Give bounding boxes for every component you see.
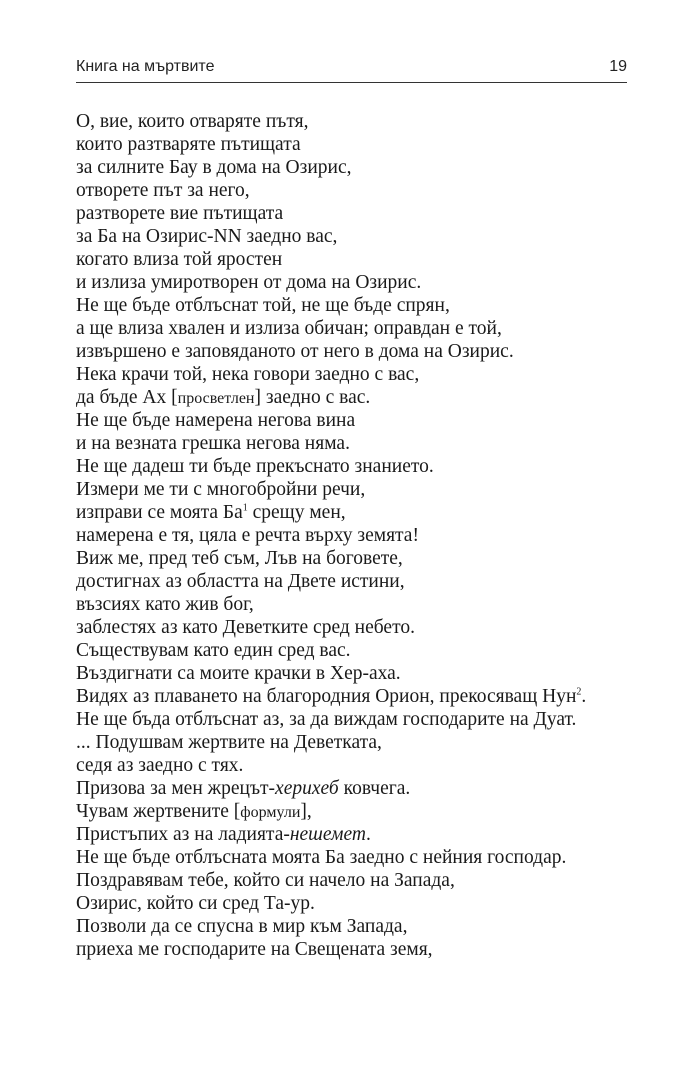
- verse-text-segment: изправи се моята Ба: [76, 502, 243, 523]
- footnote-marker: 1: [242, 502, 248, 514]
- verse-text-segment: да бъде Ах [: [76, 387, 178, 408]
- verse-line: за Ба на Озирис-NN заедно вас,: [76, 226, 338, 247]
- verse-line: Не ще дадеш ти бъде прекъснато знанието.: [76, 456, 434, 477]
- italic-term: херихеб: [275, 778, 339, 799]
- verse-line: достигнах аз областта на Двете истини,: [76, 571, 405, 592]
- verse-text-segment: ] заедно с вас.: [254, 387, 371, 408]
- header-rule: [76, 82, 627, 83]
- verse-text-segment: ],: [300, 801, 312, 822]
- verse-line: [76, 800, 656, 823]
- verse-text: [76, 110, 656, 961]
- verse-text-segment: Пристъпих аз на ладията-: [76, 824, 290, 845]
- verse-line: седя аз заедно с тях.: [76, 755, 244, 776]
- verse-line: [76, 501, 656, 524]
- verse-line: Не ще бъда отблъснат аз, за да виждам господарите на Дуат.: [76, 709, 577, 730]
- editorial-insertion: просветлен: [177, 390, 255, 407]
- verse-line: ... Подушвам жертвите на Деветката,: [76, 732, 382, 753]
- verse-line: [76, 823, 656, 846]
- verse-line: намерена е тя, цяла е речта върху земята!: [76, 525, 419, 546]
- page-number: 19: [609, 58, 627, 75]
- running-title: Книга на мъртвите: [76, 58, 215, 75]
- verse-line: Съществувам като един сред вас.: [76, 640, 351, 661]
- verse-line: заблестях аз като Деветките сред небето.: [76, 617, 415, 638]
- verse-text-segment: Чувам жертвените [: [76, 801, 241, 822]
- verse-line: Не ще бъде отблъсната моята Ба заедно с нейния господар.: [76, 847, 567, 868]
- verse-line: а ще влиза хвален и излиза обичан; оправдан е той,: [76, 318, 502, 339]
- verse-line: и на везната грешка негова няма.: [76, 433, 350, 454]
- verse-line: Измери ме ти с многобройни речи,: [76, 479, 366, 500]
- verse-line: [76, 386, 656, 409]
- footnote-marker: 2: [576, 686, 582, 698]
- verse-line: [76, 685, 656, 708]
- verse-line: за силните Бау в дома на Озирис,: [76, 157, 352, 178]
- verse-text-segment: Призова за мен жрецът-: [76, 778, 276, 799]
- verse-line: Поздравявам тебе, който си начело на Запада,: [76, 870, 455, 891]
- verse-text-segment: ковчега.: [338, 778, 411, 799]
- verse-line: които разтваряте пътищата: [76, 134, 301, 155]
- italic-term: нешемет: [289, 824, 366, 845]
- verse-line: Нека крачи той, нека говори заедно с вас,: [76, 364, 420, 385]
- verse-line: Позволи да се спусна в мир към Запада,: [76, 916, 408, 937]
- verse-text-segment: .: [581, 686, 587, 707]
- verse-line: възсиях като жив бог,: [76, 594, 254, 615]
- verse-line: разтворете вие пътищата: [76, 203, 284, 224]
- verse-line: [76, 777, 656, 800]
- running-header: [76, 58, 627, 82]
- editorial-insertion: формули: [240, 804, 301, 821]
- verse-text-segment: срещу мен,: [247, 502, 346, 523]
- verse-line: и излиза умиротворен от дома на Озирис.: [76, 272, 422, 293]
- verse-text-segment: Видях аз плаването на благородния Орион, прекосяващ Нун: [76, 686, 577, 707]
- verse-line: Не ще бъде намерена негова вина: [76, 410, 356, 431]
- verse-line: О, вие, които отваряте пътя,: [76, 111, 309, 132]
- verse-line: Озирис, който си сред Та-ур.: [76, 893, 315, 914]
- verse-line: Не ще бъде отблъснат той, не ще бъде спрян,: [76, 295, 450, 316]
- verse-line: извършено е заповяданото от него в дома на Озирис.: [76, 341, 514, 362]
- verse-line: Виж ме, пред теб съм, Лъв на боговете,: [76, 548, 403, 569]
- verse-line: приеха ме господарите на Свещената земя,: [76, 939, 433, 960]
- verse-text-segment: .: [366, 824, 371, 845]
- verse-line: Въздигнати са моите крачки в Хер-аха.: [76, 663, 401, 684]
- verse-line: когато влиза той яростен: [76, 249, 283, 270]
- verse-line: отворете път за него,: [76, 180, 250, 201]
